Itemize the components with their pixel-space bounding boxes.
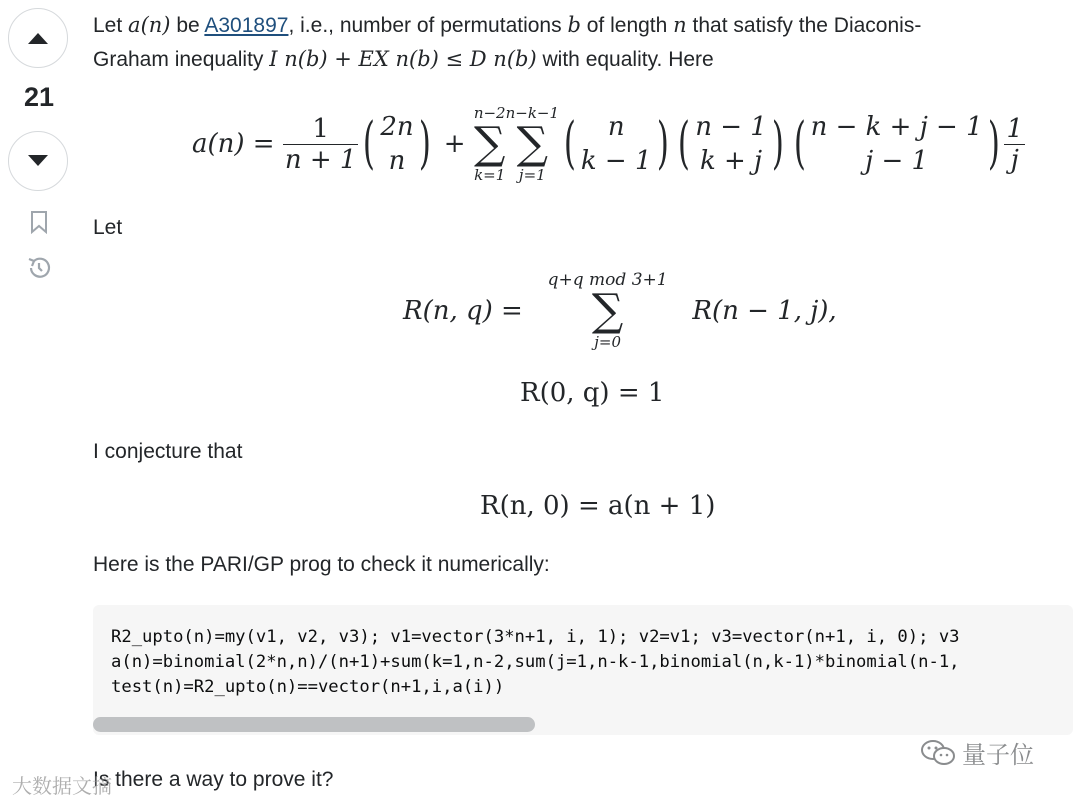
- vote-column: [0, 0, 78, 803]
- sum-k-bot: k=1: [474, 166, 506, 184]
- watermark-right-text: 量子位: [962, 742, 1034, 769]
- a-frac-num: 1: [312, 113, 329, 144]
- sum-r-bot: j=0: [594, 333, 621, 351]
- bookmark-icon: [30, 210, 48, 234]
- sum-j: [506, 104, 559, 184]
- a-binom: [380, 110, 413, 178]
- a-lhs: a(n) =: [192, 129, 275, 159]
- upvote-button[interactable]: [8, 8, 68, 68]
- formula-r-n-q: [403, 266, 837, 356]
- binom-3: [811, 110, 983, 178]
- history-button[interactable]: [26, 255, 52, 281]
- sum-r-top: q+q mod 3+1: [547, 270, 668, 290]
- code-line-3: test(n)=R2_upto(n)==vector(n+1,i,a(i)): [111, 677, 505, 697]
- paren-open: (: [563, 111, 576, 176]
- a-frac-2: [1004, 114, 1025, 175]
- binom-1-top: n: [607, 112, 625, 142]
- post-paragraph-2: Let: [93, 216, 123, 239]
- binom-2-bot: k + j: [699, 146, 763, 176]
- post-paragraph-5: Is there a way to prove it?: [93, 768, 334, 791]
- post-paragraph-3: I conjecture that: [93, 440, 243, 463]
- sum-j-bot: j=1: [518, 166, 546, 184]
- math-n: n: [673, 13, 687, 37]
- formula-a-n: [192, 96, 1025, 192]
- a-frac2-num: 1: [1006, 113, 1024, 144]
- wechat-icon: [920, 739, 956, 767]
- binom-2-top: n − 1: [695, 112, 767, 142]
- a-frac: [283, 114, 359, 175]
- binom-3-bot: j − 1: [865, 146, 929, 176]
- text-be: be: [176, 14, 200, 37]
- sigma-k: ∑: [473, 118, 506, 169]
- paren-close: ): [656, 111, 669, 176]
- a-binom-top: 2n: [380, 112, 414, 142]
- paren-close: ): [987, 111, 1000, 176]
- sum-j-top: n−k−1: [505, 104, 560, 122]
- bookmark-button[interactable]: [26, 209, 52, 235]
- paren-open: (: [363, 111, 376, 176]
- code-line-1: R2_upto(n)=my(v1, v2, v3); v1=vector(3*n+1, i, 1); v2=v1; v3=vector(n+1, i, 0); v3: [111, 627, 960, 647]
- sum-k: [474, 104, 506, 184]
- text-permutations: , i.e., number of permutations: [288, 14, 562, 37]
- sum-k-top: n−2: [473, 104, 506, 122]
- downvote-arrow-icon: [27, 154, 49, 168]
- history-icon: [26, 255, 52, 281]
- formula-r-0: R(0, q) = 1: [520, 378, 665, 408]
- text-equality: with equality. Here: [542, 48, 714, 71]
- post-paragraph-4: Here is the PARI/GP prog to check it numerically:: [93, 553, 550, 576]
- binom-2: [695, 110, 767, 178]
- paren-close: ): [418, 111, 431, 176]
- binom-1-bot: k − 1: [580, 146, 652, 176]
- a-binom-bot: n: [388, 146, 406, 176]
- math-inequality: I n(b) + EX n(b) ≤ D n(b): [269, 47, 537, 71]
- upvote-arrow-icon: [27, 31, 49, 45]
- code-scrollbar-thumb[interactable]: [93, 717, 535, 732]
- a-frac-den: n + 1: [284, 144, 357, 175]
- code-block[interactable]: [93, 605, 1073, 735]
- sum-r: [548, 271, 668, 351]
- code-line-2: a(n)=binomial(2*n,n)/(n+1)+sum(k=1,n-2,sum(j=1,n-k-1,binomial(n,k-1)*binomial(n-1,: [111, 652, 960, 672]
- text-length: of length: [586, 14, 668, 37]
- paren-open: (: [678, 111, 691, 176]
- math-b: b: [567, 13, 581, 37]
- downvote-button[interactable]: [8, 131, 68, 191]
- r-lhs: R(n, q) =: [403, 296, 523, 326]
- text-let: Let: [93, 14, 123, 37]
- binom-3-top: n − k + j − 1: [810, 112, 983, 142]
- oeis-link[interactable]: A301897: [204, 14, 289, 37]
- paren-open: (: [793, 111, 806, 176]
- sigma-j: ∑: [516, 118, 549, 169]
- watermark-left: 大数据文摘: [12, 776, 112, 798]
- vote-score: 21: [23, 82, 55, 112]
- sigma-r: ∑: [591, 285, 624, 336]
- text-graham: Graham inequality: [93, 48, 264, 71]
- watermark-right: [920, 735, 1034, 770]
- text-diaconis: that satisfy the Diaconis-: [692, 14, 922, 37]
- binom-1: [581, 110, 652, 178]
- a-plus: +: [443, 129, 466, 159]
- post-paragraph-1-line2: [93, 42, 714, 77]
- a-frac2-den: j: [1004, 144, 1025, 175]
- r-rhs: R(n − 1, j),: [692, 296, 837, 326]
- formula-conjecture: R(n, 0) = a(n + 1): [480, 491, 716, 521]
- math-a-n: a(n): [128, 13, 171, 37]
- paren-close: ): [771, 111, 784, 176]
- post-paragraph-1: [93, 8, 921, 43]
